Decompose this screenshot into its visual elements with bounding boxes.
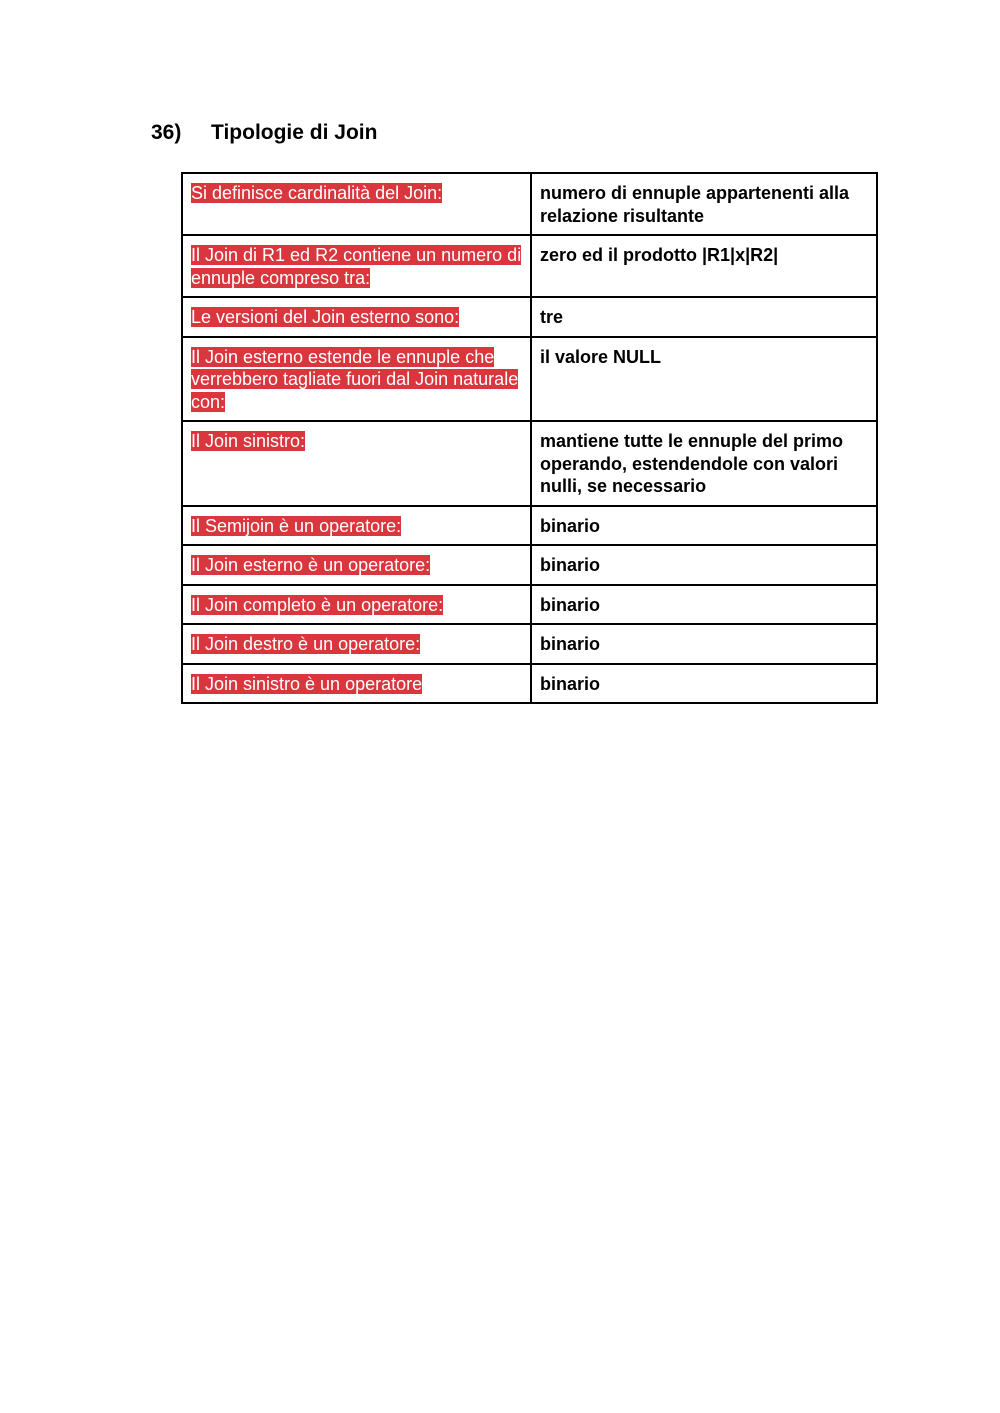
qa-table <box>181 172 878 704</box>
answer-cell: mantiene tutte le ennuple del primo operando, estendendole con valori nulli, se necessario <box>531 421 877 506</box>
question-text: Il Join completo è un operatore: <box>191 594 444 615</box>
answer-cell: binario <box>531 585 877 625</box>
question-cell <box>182 585 531 625</box>
question-text: Il Join esterno è un operatore: <box>191 555 431 575</box>
answer-cell: il valore NULL <box>531 337 877 422</box>
question-cell <box>182 421 531 506</box>
answer-cell: binario <box>531 545 877 585</box>
answer-cell: tre <box>531 297 877 337</box>
question-cell <box>182 297 531 337</box>
answer-cell: numero di ennuple appartenenti alla relazione risultante <box>531 173 877 235</box>
question-text: Il Join destro è un operatore: <box>191 634 421 654</box>
question-cell <box>182 506 531 546</box>
answer-cell: binario <box>531 664 877 704</box>
question-cell <box>182 664 531 704</box>
question-cell <box>182 173 531 235</box>
section-number: 36) <box>151 121 182 144</box>
question-text: Il Join di R1 ed R2 contiene un numero di ennuple compreso tra: <box>191 245 522 288</box>
question-text: Il Join sinistro: <box>191 431 306 451</box>
answer-cell: binario <box>531 624 877 664</box>
question-cell <box>182 545 531 585</box>
table-row <box>182 235 877 297</box>
table-row <box>182 585 877 625</box>
answer-cell: zero ed il prodotto |R1|x|R2| <box>531 235 877 297</box>
question-cell <box>182 235 531 297</box>
question-text: Si definisce cardinalità del Join: <box>191 183 443 203</box>
table-row <box>182 506 877 546</box>
question-text: Le versioni del Join esterno sono: <box>191 307 460 327</box>
question-text: Il Join sinistro è un operatore <box>191 673 423 694</box>
section-heading <box>151 119 377 147</box>
table-row <box>182 545 877 585</box>
answer-cell: binario <box>531 506 877 546</box>
table-row <box>182 664 877 704</box>
question-cell <box>182 337 531 422</box>
section-title: Tipologie di Join <box>211 121 378 144</box>
question-text: Il Join esterno estende le ennuple che verrebbero tagliate fuori dal Join naturale con: <box>191 346 519 412</box>
table-row <box>182 173 877 235</box>
question-text: Il Semijoin è un operatore: <box>191 515 402 536</box>
table-row <box>182 624 877 664</box>
table-row <box>182 421 877 506</box>
question-cell <box>182 624 531 664</box>
table-row <box>182 297 877 337</box>
table-row <box>182 337 877 422</box>
